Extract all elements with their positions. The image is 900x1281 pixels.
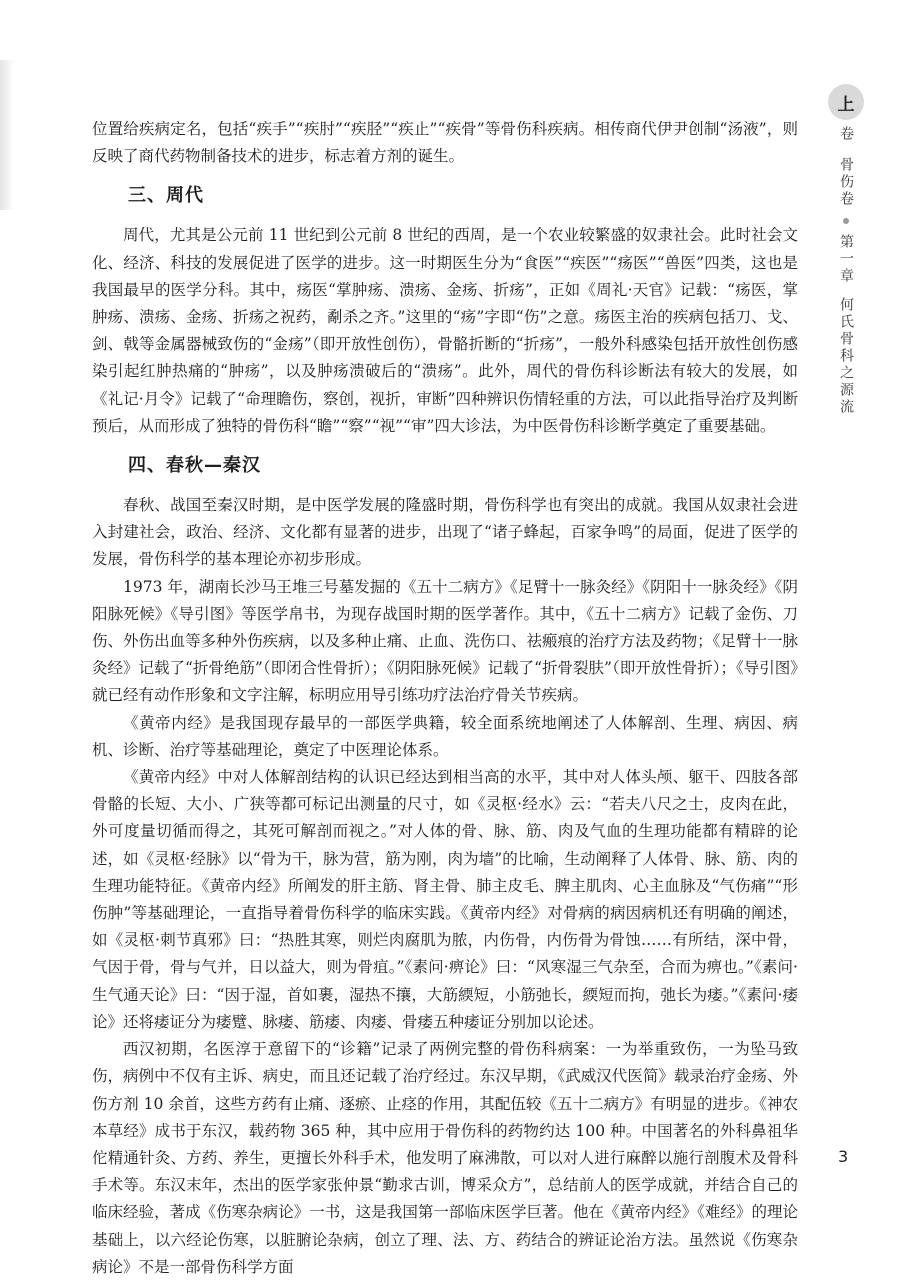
page-edge-shadow (0, 60, 14, 210)
section-heading-chunqiu-qinhan: 四、春秋—秦汉 (128, 455, 261, 477)
volume-badge: 上 (828, 84, 864, 120)
paragraph: 《黄帝内经》是我国现存最早的一部医学典籍，较全面系统地阐述了人体解剖、生理、病因、病机、诊断、治疗等基础理论，奠定了中医理论体系。 (92, 713, 798, 759)
side-running-head (820, 84, 872, 416)
paragraph: 《黄帝内经》中对人体解剖结构的认识已经达到相当高的水平，其中对人体头颅、躯干、四肢各部骨骼的长短、大小、广狭等都可标记出测量的尺寸，如《灵枢·经水》云：“若夫八尺之士，皮肉在此，外可度量切循而得之，其死可解剖而视之。”对人体的骨、脉、筋、肉及气血的生理功能都有精辟的论述，如《灵枢·经脉》以“骨为干，脉为营，筋为刚，肉为墙”的比喻，生动阐释了人体骨、脉、筋、肉的生理功能特征。《黄帝内经》所阐发的肝主筋、肾主骨、肺主皮毛、脾主肌肉、心主血脉及“气伤痛”“形伤肿”等基础理论，一直指导着骨伤科学的临床实践。《黄帝内经》对骨病的病因病机还有明确的阐述，如《灵枢·刺节真邪》曰：“热胜其寒，则烂肉腐肌为脓，内伤骨，内伤骨为骨蚀……有所结，深中骨，气因于骨，骨与气并，日以益大，则为骨疽。”《素问·痹论》曰：“风寒湿三气杂至，合而为痹也。”《素问·生气通天论》曰：“因于湿，首如裹，湿热不攘，大筋緛短，小筋弛长，緛短而拘，弛长为痿。”《素问·痿论》还将痿证分为痿躄、脉痿、筋痿、肉痿、骨痿五种痿证分别加以论述。 (92, 768, 798, 1031)
section-label: 骨伤卷 (838, 157, 854, 208)
section-heading-zhou: 三、周代 (128, 185, 204, 207)
volume-suffix: 卷 (838, 126, 854, 143)
paragraph: 1973 年，湖南长沙马王堆三号墓发掘的《五十二病方》《足臂十一脉灸经》《阴阳十一脉灸经》《阴阳脉死候》《导引图》等医学帛书，为现存战国时期的医学著作。其中，《五十二病方》记载了金伤、刀伤、外伤出血等多种外伤疾病，以及多种止痛、止血、洗伤口、祛瘢痕的治疗方法及药物；《足臂十一脉灸经》记载了“折骨绝筋”（即闭合性骨折）；《阴阳脉死候》记载了“折骨裂肤”（即开放性骨折）；《导引图》就已经有动作形象和文字注解，标明应用导引练功疗法治疗骨关节疾病。 (92, 577, 798, 705)
separator-dot-icon (843, 218, 849, 224)
paragraph: 位置给疾病定名，包括“疾手”“疾肘”“疾胫”“疾止”“疾骨”等骨伤科疾病。相传商代伊尹创制“汤液”，则反映了商代药物制备技术的进步，标志着方剂的诞生。 (92, 120, 798, 166)
paragraph: 春秋、战国至秦汉时期，是中医学发展的隆盛时期，骨伤科学也有突出的成就。我国从奴隶社会进入封建社会，政治、经济、文化都有显著的进步，出现了“诸子蜂起，百家争鸣”的局面，促进了医学的发展，骨伤科学的基本理论亦初步形成。 (92, 496, 798, 569)
page-number: 3 (838, 1147, 849, 1166)
main-text (92, 116, 798, 1281)
chapter-label: 第一章 (838, 234, 854, 285)
paragraph: 周代，尤其是公元前 11 世纪到公元前 8 世纪的西周，是一个农业较繁盛的奴隶社会。此时社会文化、经济、科技的发展促进了医学的进步。这一时期医生分为“食医”“疾医”“疡医”“兽医”四类，这也是我国最早的医学分科。其中，疡医“掌肿疡、溃疡、金疡、折疡”，正如《周礼·天官》记载：“疡医，掌肿疡、溃疡、金疡、折疡之祝药，劀杀之齐。”这里的“疡”字即“伤”之意。疡医主治的疾病包括刀、戈、剑、戟等金属器械致伤的“金疡”（即开放性创伤），骨骼折断的“折疡”，一般外科感染包括开放性创伤感染引起红肿热痛的“肿疡”，以及肿疡溃破后的“溃疡”。此外，周代的骨伤科诊断法有较大的发展，如《礼记·月令》记载了“命理瞻伤，察创，视折，审断”四种辨识伤情轻重的方法，可以此指导治疗及判断预后，从而形成了独特的骨伤科“瞻”“察”“视”“审”四大诊法，为中医骨伤科诊断学奠定了重要基础。 (92, 226, 798, 435)
chapter-title: 何氏骨科之源流 (838, 297, 854, 416)
paragraph: 西汉初期，名医淳于意留下的“诊籍”记录了两例完整的骨伤科病案：一为举重致伤，一为坠马致伤，病例中不仅有主诉、病史，而且还记载了治疗经过。东汉早期，《武威汉代医简》载录治疗金疡、外伤方剂 10 余首，这些方药有止痛、逐瘀、止痉的作用，其配伍较《五十二病方》有明显的进步。《神农本草经》成书于东汉，载药物 365 种，其中应用于骨伤科的药物约达 100 种。中国著名的外科鼻祖华佗精通针灸、方药、养生，更擅长外科手术，他发明了麻沸散，可以对人进行麻醉以施行剖腹术及骨科手术等。东汉末年，杰出的医学家张仲景“勤求古训，博采众方”，总结前人的医学成就，并结合自己的临床经验，著成《伤寒杂病论》一书，这是我国第一部临床医学巨著。他在《黄帝内经》《难经》的理论基础上，以六经论伤寒，以脏腑论杂病，创立了理、法、方、药结合的辨证论治方法。虽然说《伤寒杂病论》不是一部骨伤科学方面 (92, 1040, 798, 1276)
